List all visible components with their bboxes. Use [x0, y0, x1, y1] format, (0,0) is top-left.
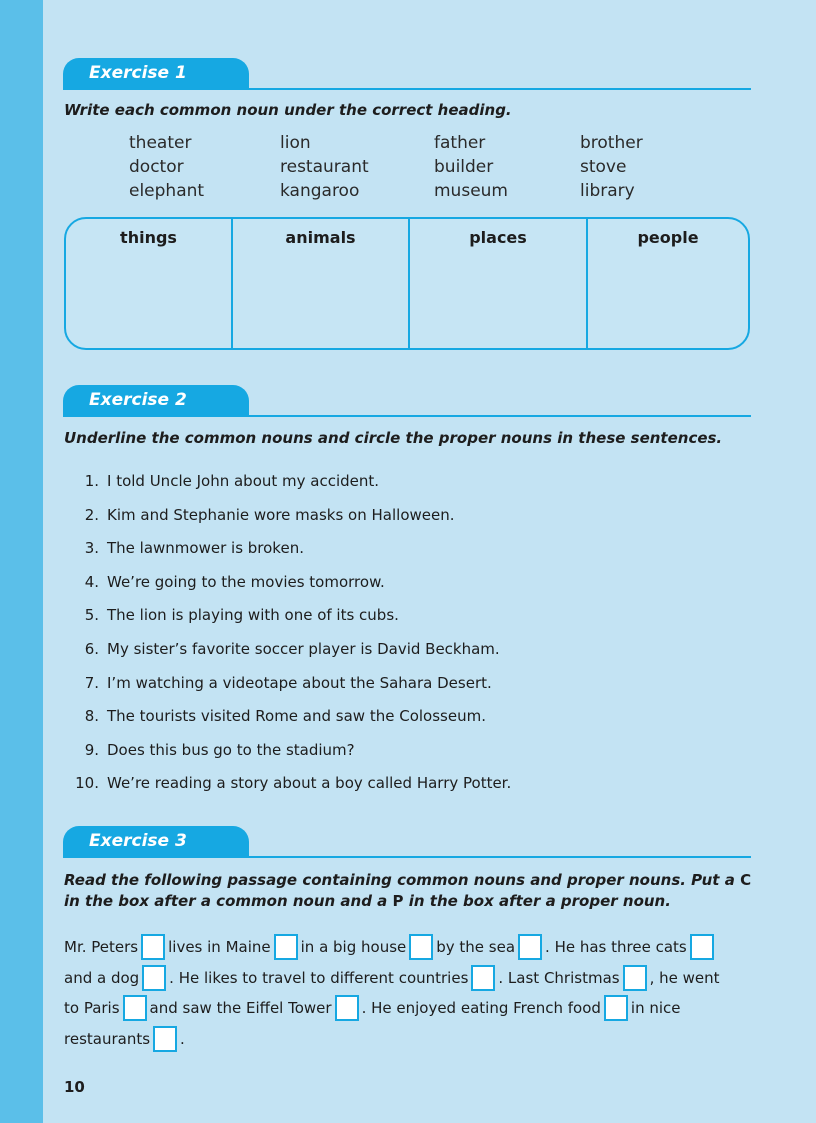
answer-box[interactable] [690, 934, 714, 960]
item-text: I told Uncle John about my accident. [107, 472, 380, 490]
item-number: 6. [84, 639, 99, 658]
exercise-1-title: Exercise 1 [89, 63, 187, 83]
answer-box[interactable] [274, 934, 298, 960]
item-text: The tourists visited Rome and saw the Colosseum. [107, 707, 486, 726]
page-number: 10 [64, 1078, 85, 1096]
exercise-3-instruction [64, 870, 754, 912]
passage-text: . Last Christmas [498, 968, 620, 987]
passage-text: in a big house [300, 938, 407, 956]
word-item: museum [434, 181, 508, 201]
column-people[interactable] [588, 219, 748, 348]
passage [64, 934, 754, 1056]
word-bank [129, 133, 689, 205]
word-item: builder [434, 157, 494, 177]
instruction-letter-p: P [392, 892, 404, 910]
instruction-text: in the box after a proper noun. [403, 892, 671, 910]
item-number: 8. [84, 707, 99, 726]
passage-text: , he went [649, 968, 720, 987]
column-animals[interactable] [233, 219, 410, 348]
passage-text: in nice [630, 999, 681, 1017]
list-item[interactable] [64, 534, 754, 568]
passage-text: and a dog [64, 968, 140, 987]
exercise-3-title: Exercise 3 [89, 831, 187, 851]
word-item: stove [580, 157, 627, 177]
item-number: 5. [84, 606, 99, 625]
exercise-3-header [63, 826, 751, 858]
exercise-3-tab [63, 826, 249, 858]
list-item[interactable] [64, 769, 754, 803]
passage-text: . He enjoyed eating French food [361, 999, 601, 1017]
list-item[interactable] [64, 501, 754, 535]
item-text: My sister’s favorite soccer player is David Beckham. [107, 639, 500, 658]
answer-box[interactable] [518, 934, 542, 960]
column-heading: animals [285, 228, 356, 247]
exercise-2-tab [63, 385, 249, 417]
word-row [129, 133, 689, 157]
word-item: father [434, 133, 486, 153]
column-heading: things [120, 228, 177, 247]
column-things[interactable] [66, 219, 233, 348]
word-item: kangaroo [280, 181, 360, 201]
list-item[interactable] [64, 702, 754, 736]
word-item: brother [580, 133, 643, 153]
answer-box[interactable] [604, 995, 628, 1021]
passage-line [64, 965, 754, 996]
item-number: 4. [84, 572, 99, 591]
answer-box[interactable] [142, 965, 166, 991]
exercise-2-instruction: Underline the common nouns and circle the proper nouns in these sentences. [64, 429, 723, 447]
passage-line [64, 934, 754, 965]
passage-text: . He likes to travel to different countries [169, 968, 469, 987]
item-text: The lion is playing with one of its cubs. [107, 606, 399, 625]
item-number: 7. [84, 673, 99, 692]
passage-text: restaurants [64, 1029, 151, 1048]
answer-box[interactable] [123, 995, 147, 1021]
passage-text: . He has three cats [545, 938, 687, 956]
passage-text: and saw the Eiffel Tower [149, 999, 332, 1017]
item-text: The lawnmower is broken. [107, 539, 304, 558]
exercise-1-instruction: Write each common noun under the correct heading. [64, 101, 512, 119]
answer-box[interactable] [153, 1026, 177, 1052]
item-number: 10. [75, 774, 99, 793]
passage-line [64, 995, 754, 1026]
column-places[interactable] [410, 219, 588, 348]
list-item[interactable] [64, 669, 754, 703]
instruction-text: in the box after a common noun and a [64, 892, 393, 910]
list-item[interactable] [64, 635, 754, 669]
word-row [129, 181, 689, 205]
passage-text: . [180, 1029, 185, 1048]
item-number: 2. [84, 505, 99, 524]
list-item[interactable] [64, 467, 754, 501]
answer-box[interactable] [141, 934, 165, 960]
sorting-table [64, 217, 750, 350]
exercise-3-rule [63, 856, 751, 858]
exercise-2-title: Exercise 2 [89, 390, 187, 410]
passage-text: lives in Maine [168, 938, 271, 956]
answer-box[interactable] [409, 934, 433, 960]
column-heading: places [469, 228, 527, 247]
exercise-2-header [63, 385, 751, 417]
word-row [129, 157, 689, 181]
item-number: 1. [84, 472, 99, 490]
word-item: doctor [129, 157, 184, 177]
item-text: Does this bus go to the stadium? [107, 740, 355, 759]
list-item[interactable] [64, 601, 754, 635]
answer-box[interactable] [471, 965, 495, 991]
passage-text: by the sea [436, 938, 516, 956]
word-item: elephant [129, 181, 205, 201]
item-text: Kim and Stephanie wore masks on Halloween. [107, 505, 455, 524]
item-number: 3. [84, 539, 99, 558]
word-item: theater [129, 133, 192, 153]
passage-text: to Paris [64, 999, 120, 1017]
exercise-1-rule [63, 88, 751, 90]
item-text: I’m watching a videotape about the Sahara Desert. [107, 673, 492, 692]
item-text: We’re going to the movies tomorrow. [107, 572, 385, 591]
answer-box[interactable] [335, 995, 359, 1021]
page-spine [0, 0, 43, 1123]
list-item[interactable] [64, 568, 754, 602]
instruction-letter-c: C [740, 871, 752, 889]
instruction-text: Read the following passage containing common nouns and proper nouns. Put a [64, 871, 741, 889]
exercise-1-header [63, 58, 751, 90]
column-heading: people [637, 228, 699, 247]
passage-line [64, 1026, 754, 1057]
answer-box[interactable] [623, 965, 647, 991]
word-item: restaurant [280, 157, 369, 177]
sentence-list [64, 467, 754, 803]
exercise-2-rule [63, 415, 751, 417]
passage-text: Mr. Peters [64, 938, 139, 956]
word-item: library [580, 181, 635, 201]
item-text: We’re reading a story about a boy called Harry Potter. [107, 774, 512, 793]
exercise-1-tab [63, 58, 249, 90]
item-number: 9. [84, 740, 99, 759]
word-item: lion [280, 133, 311, 153]
list-item[interactable] [64, 736, 754, 770]
